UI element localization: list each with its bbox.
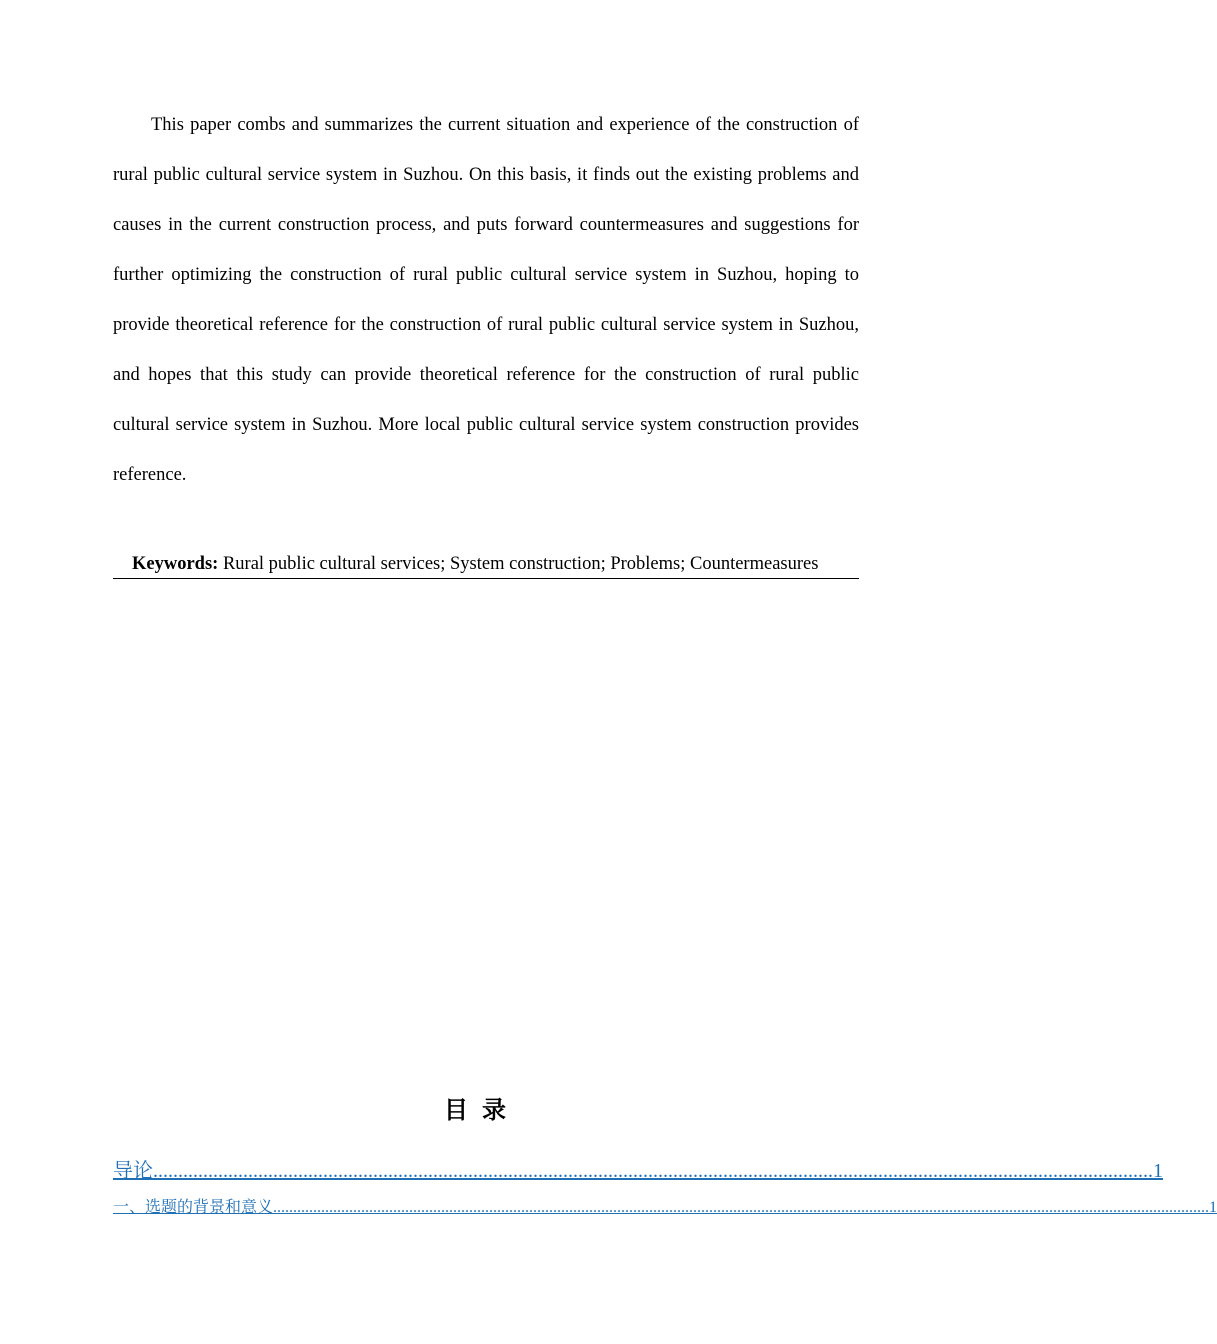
toc-leader-dots: .......................................................................................................................................................................................................................................... [273, 1199, 1210, 1216]
toc-entry-introduction[interactable] [113, 1155, 1163, 1186]
keywords-line [113, 550, 859, 579]
toc-leader-dots: ........................................................................................................................................................................................................ [153, 1160, 1153, 1182]
toc-page-number: 1 [1209, 1199, 1217, 1216]
toc-entry-label: 一、选题的背景和意义 [113, 1197, 274, 1216]
abstract-paragraph: This paper combs and summarizes the current situation and experience of the construction of rural public cultural service system in Suzhou. On this basis, it finds out the existing problems and causes in the current construction process, and puts forward countermeasures and suggestions for further optimizing the construction of rural public cultural service system in Suzhou, hoping to provide theoretical reference for the construction of rural public cultural service system in Suzhou, and hopes that this study can provide theoretical reference for the construction of rural public cultural service system in Suzhou. More local public cultural service system construction provides reference. [113, 115, 859, 485]
toc-entry-label: 导论 [113, 1158, 153, 1182]
keywords-label: Keywords: [132, 554, 219, 574]
toc-page-number: 1 [1153, 1160, 1163, 1182]
keywords-text: Rural public cultural services; System construction; Problems; Countermeasures [218, 554, 819, 574]
toc-entry-background[interactable] [113, 1195, 1217, 1220]
toc-title: 目录 [444, 1096, 520, 1124]
